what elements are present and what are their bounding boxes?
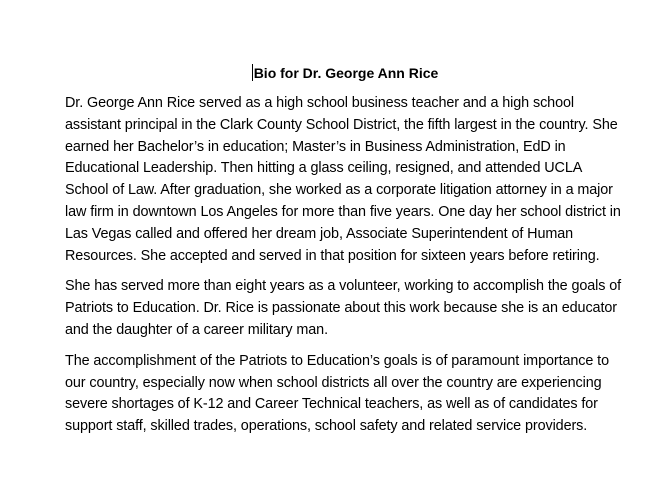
paragraph-career: Dr. George Ann Rice served as a high school business teacher and a high school assistant principal in the Clark County School District, the fifth largest in the country. She earned her Bachelor’s in education; Master’s in Business Administration, EdD in Educational Leadership. Then hitting a glass ceiling, resigned, and attended UCLA School of Law. After graduation, she worked as a corporate litigation attorney in a major law firm in downtown Los Angeles for more than five years. One day her school district in Las Vegas called and offered her dream job, Associate Superintendent of Human Resources. She accepted and served in that position for sixteen years before retiring.	[65, 95, 621, 264]
document-title-line	[65, 62, 625, 84]
document-title: Bio for Dr. George Ann Rice	[253, 65, 439, 81]
text-cursor	[252, 64, 253, 81]
paragraph-volunteer: She has served more than eight years as a volunteer, working to accomplish the goals of Patriots to Education. Dr. Rice is passionate about this work because she is an educator and the daughter of a career military man.	[65, 278, 622, 338]
paragraph-goals: The accomplishment of the Patriots to Education’s goals is of paramount importance to our country, especially now when school districts all over the country are experiencing severe shortages of K-12 and Career Technical teachers, as well as of candidates for support staff, skilled trades, operations, school safety and related service providers.	[65, 352, 609, 435]
document-page[interactable]	[65, 62, 625, 447]
